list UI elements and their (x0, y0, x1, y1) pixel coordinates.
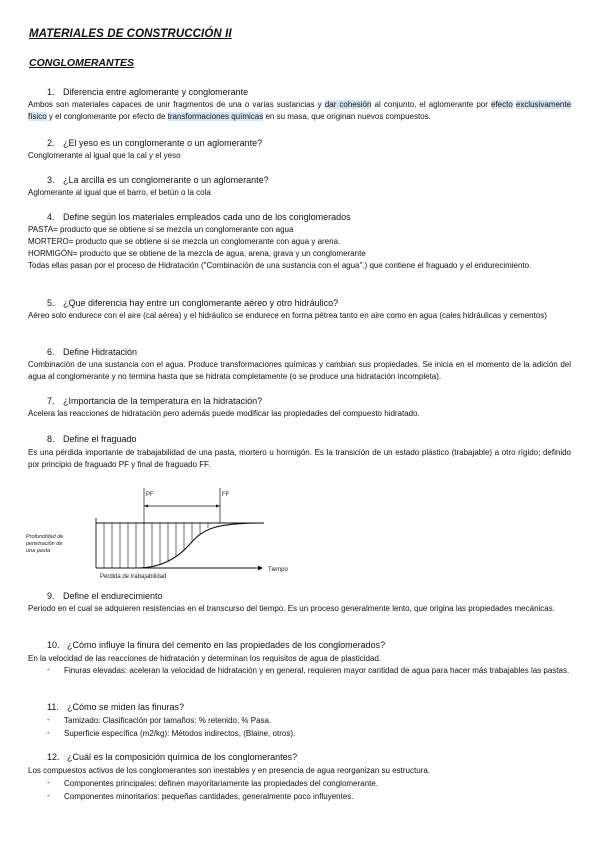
question-number: 5. (47, 298, 55, 308)
bullet-dash: - (47, 715, 50, 724)
answer-5: Aéreo solo endurece con el aire (cal aérea) y el hidráulico se endurece en forma pétrea tanto en aire como en agua (cales hidráulicas y cementos) (28, 311, 547, 320)
answer-text: y el conglomerante por efecto de (46, 112, 168, 121)
figure-arrow-left (144, 505, 148, 508)
question-number: 8. (47, 434, 55, 444)
highlight: transformaciones químicas (167, 112, 264, 121)
question-number: 6. (47, 347, 55, 357)
answer-12-bullet-1: Componentes principales: definen mayoritariamente las propiedades del conglomerante. (64, 779, 378, 788)
question-text: ¿Importancia de la temperatura en la hidratación? (63, 396, 263, 406)
answer-12-intro: Los compuestos activos de los conglomerantes son inestables y en presencia de agua reorganizan su estructura. (28, 766, 431, 775)
question-text: Diferencia entre aglomerante y conglomerante (63, 87, 249, 97)
answer-4-todas: Todas ellas pasan por el proceso de Hidratación ("Combinación de una sustancia con el agua".) que contiene el fraguado y el endurecimiento. (28, 261, 532, 270)
answer-4-pasta: PASTA= producto que se obtiene si se mezcla un conglomerante con agua (28, 225, 294, 234)
question-text: ¿Cómo se miden las finuras? (67, 702, 185, 712)
highlight: exclusivamente físico (28, 100, 572, 121)
question-number: 12. (47, 752, 60, 762)
fraguado-diagram (26, 480, 306, 585)
figure-ff-label: FF (222, 492, 230, 498)
answer-3: Aglomerante al igual que el barro, el betún o la cola (28, 188, 211, 197)
figure-tiempo-label: Tiempo (268, 567, 288, 573)
question-number: 3. (47, 175, 55, 185)
question-7 (47, 396, 262, 406)
answer-2: Conglomerante al igual que la cal y el yeso (28, 151, 181, 160)
figure-ylabel-line-3: una pasta (26, 548, 51, 554)
figure-ylabel-line-2: penetración de (26, 541, 63, 547)
question-text: ¿Que diferencia hay entre un conglomerante aéreo y otro hidráulico? (63, 298, 339, 308)
question-11 (47, 702, 184, 712)
figure-perdida-label: Pérdida de trabajabilidad (100, 574, 167, 580)
question-12 (47, 752, 297, 762)
question-text: ¿Cómo influye la finura del cemento en las propiedades de los conglomerados? (67, 640, 386, 650)
answer-text: al conjunto, el aglomerante por (371, 100, 491, 109)
figure-arrow-right (216, 505, 220, 508)
question-number: 10. (47, 640, 60, 650)
question-3 (47, 175, 269, 185)
answer-4-hormigon: HORMIGÓN= producto que se obtiene de la mezcla de agua, arena, grava y un conglomerante (28, 249, 366, 258)
figure-fraguado-curve (96, 523, 264, 568)
question-9 (47, 591, 163, 601)
question-number: 7. (47, 396, 55, 406)
section-subtitle: CONGLOMERANTES (29, 57, 134, 69)
highlight: efecto (490, 100, 513, 109)
answer-10-bullet: Finuras elevadas: aceleran la velocidad de hidratación y en general, requieren mayor cantidad de agua para hacer más trabajables las pastas. (64, 666, 570, 675)
answer-10-intro: En la velocidad de las reacciones de hidratación y determinan los requisitos de agua de plasticidad. (28, 654, 382, 663)
question-text: ¿La arcilla es un conglomerante o un aglomerante? (63, 175, 269, 185)
answer-8: Es una pérdida importante de trabajabilidad de una pasta, mortero u hormigón. Es la transición de un estado plástico (trabajable) a otro rígido; definido por principio de fraguado PF y final de fraguado FF. (28, 448, 571, 469)
document-title: MATERIALES DE CONSTRUCCIÓN II (29, 28, 232, 40)
figure-ylabel-line-1: Profundidad de (26, 534, 64, 540)
answer-text: Ambos son materiales capaces de unir fragmentos de una o varias sustancias y (28, 100, 325, 109)
question-text: Define el endurecimiento (63, 591, 163, 601)
question-number: 1. (47, 87, 55, 97)
question-text: ¿El yeso es un conglomerante o un aglomerante? (63, 138, 263, 148)
bullet-dash: - (47, 791, 50, 800)
question-text: Define Hidratación (63, 347, 138, 357)
question-text: Define el fraguado (63, 434, 137, 444)
figure-hatching (104, 523, 208, 568)
answer-1 (28, 99, 571, 123)
question-5 (47, 298, 338, 308)
figure-pf-label: PF (146, 492, 154, 498)
highlight: dar cohesión (324, 100, 372, 109)
question-8 (47, 434, 137, 444)
question-6 (47, 347, 137, 357)
answer-11-bullet-2: Superficie específica (m2/kg): Métodos indirectos, (Blaine, otros). (64, 729, 296, 738)
question-text: ¿Cuál es la composición química de los conglomerantes? (67, 752, 298, 762)
question-number: 4. (47, 212, 55, 222)
bullet-dash: - (47, 665, 50, 674)
question-1 (47, 87, 248, 97)
question-2 (47, 138, 262, 148)
answer-6: Combinación de una sustancia con el agua. Produce transformaciones químicas y cambian sus propiedades. Se inicia en el momento de la adición del agua al conglomerante y no termina hasta que se hidrata completamente (o se produce una hidratación incompleta). (28, 360, 571, 381)
answer-11-bullet-1: Tamizado: Clasificación por tamaños: % retenido, % Pasa. (64, 716, 272, 725)
question-text: Define según los materiales empleados cada uno de los conglomerados (63, 212, 351, 222)
question-10 (47, 640, 385, 650)
question-number: 9. (47, 591, 55, 601)
answer-9: Periodo en el cual se adquieren resistencias en el transcurso del tiempo. Es un proceso generalmente lento, que origina las propiedades mecánicas. (28, 604, 555, 613)
answer-12-bullet-2: Componentes minoritarios: pequeñas cantidades, generalmente poco influyentes. (64, 792, 354, 801)
answer-7: Acelera las reacciones de hidratación pero además puede modificar las propiedades del compuesto hidratado. (28, 409, 420, 418)
bullet-dash: - (47, 778, 50, 787)
question-number: 11. (47, 702, 59, 712)
question-4 (47, 212, 351, 222)
question-number: 2. (47, 138, 55, 148)
bullet-dash: - (47, 728, 50, 737)
answer-text: en su masa, que originan nuevos compuestos. (263, 112, 431, 121)
figure-x-arrow (258, 566, 263, 571)
answer-4-mortero: MORTERO= producto que se obtiene si se mezcla un conglomerante con agua y arena. (28, 237, 341, 246)
